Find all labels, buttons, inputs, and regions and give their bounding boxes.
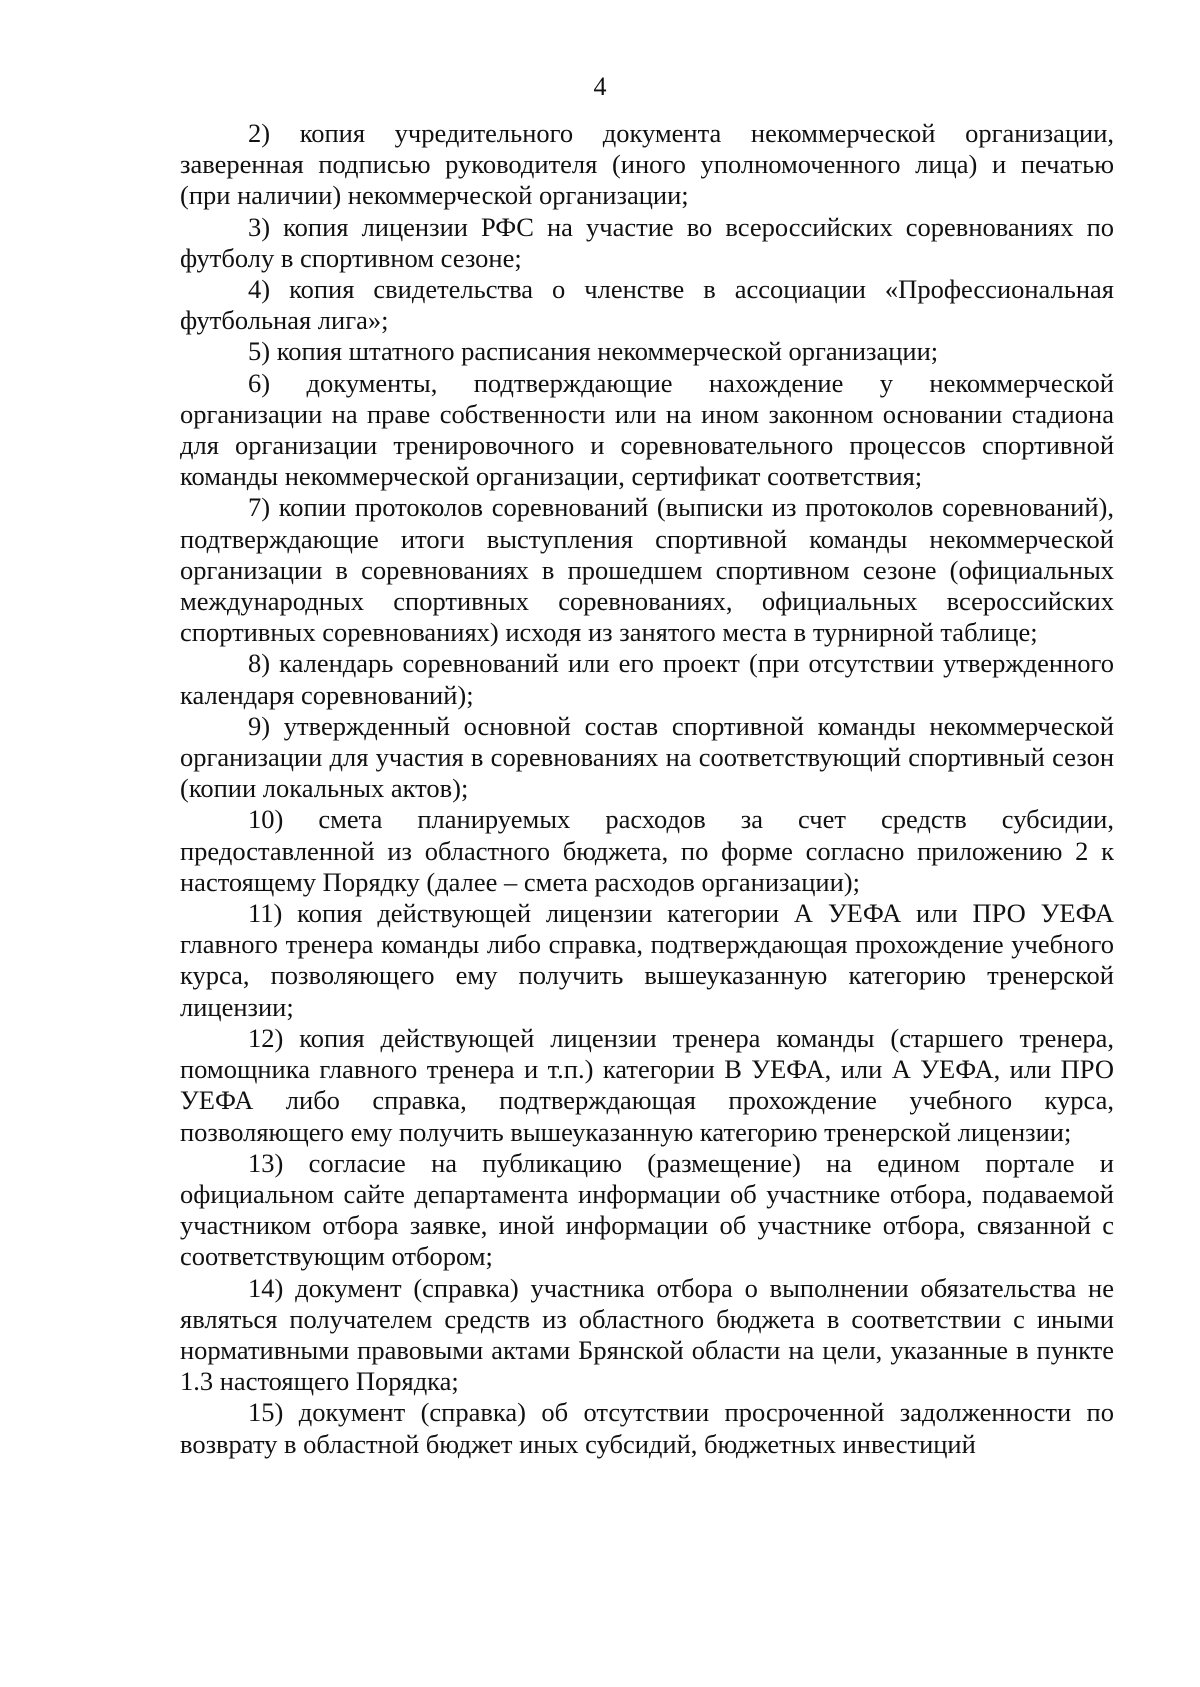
list-item: 15) документ (справка) об отсутствии просроченной задолженности по возврату в областной бюджет иных субсидий, бюджетных инвестиций [180, 1397, 1114, 1459]
list-item: 8) календарь соревнований или его проект (при отсутствии утвержденного календаря соревнований); [180, 648, 1114, 710]
list-item: 10) смета планируемых расходов за счет средств субсидии, предоставленной из областного бюджета, по форме согласно приложению 2 к настоящему Порядку (далее – смета расходов организации); [180, 804, 1114, 897]
page-number: 4 [593, 72, 607, 101]
list-item: 11) копия действующей лицензии категории А УЕФА или ПРО УЕФА главного тренера команды либо справка, подтверждающая прохождение учебного курса, позволяющего ему получить вышеуказанную категорию тренерской лицензии; [180, 898, 1114, 1022]
list-item: 5) копия штатного расписания некоммерческой организации; [248, 336, 939, 367]
document-body [180, 118, 1114, 1460]
list-item: 7) копии протоколов соревнований (выписки из протоколов соревнований), подтверждающие итоги выступления спортивной команды некоммерческой организации в соревнованиях в прошедшем спортивном сезоне (официальных международных спортивных соревнованиях, официальных всероссийских спортивных соревнованиях) исходя из занятого места в турнирной таблице; [180, 492, 1114, 648]
list-item: 14) документ (справка) участника отбора о выполнении обязательства не являться получателем средств из областного бюджета в соответствии с иными нормативными правовыми актами Брянской области на цели, указанные в пункте 1.3 настоящего Порядка; [180, 1272, 1114, 1397]
list-item: 6) документы, подтверждающие нахождение у некоммерческой организации на праве собственности или на ином законном основании стадиона для организации тренировочного и соревновательного процессов спортивной команды некоммерческой организации, сертификат соответствия; [180, 367, 1114, 492]
list-item: 12) копия действующей лицензии тренера команды (старшего тренера, помощника главного тренера и т.п.) категории В УЕФА, или А УЕФА, или ПРО УЕФА либо справка, подтверждающая прохождение учебного курса, позволяющего ему получить вышеуказанную категорию тренерской лицензии; [180, 1022, 1114, 1147]
list-item: 3) копия лицензии РФС на участие во всероссийских соревнованиях по футболу в спортивном сезоне; [180, 211, 1114, 273]
list-item: 2) копия учредительного документа некоммерческой организации, заверенная подписью руководителя (иного уполномоченного лица) и печатью (при наличии) некоммерческой организации; [180, 118, 1114, 211]
list-item: 9) утвержденный основной состав спортивной команды некоммерческой организации для участия в соревнованиях на соответствующий спортивный сезон (копии локальных актов); [180, 710, 1114, 804]
list-item: 13) согласие на публикацию (размещение) на едином портале и официальном сайте департамента информации об участнике отбора, подаваемой участником отбора заявке, иной информации об участнике отбора, связанной с соответствующим отбором; [180, 1147, 1114, 1272]
list-item: 4) копия свидетельства о членстве в ассоциации «Профессиональная футбольная лига»; [180, 274, 1114, 336]
